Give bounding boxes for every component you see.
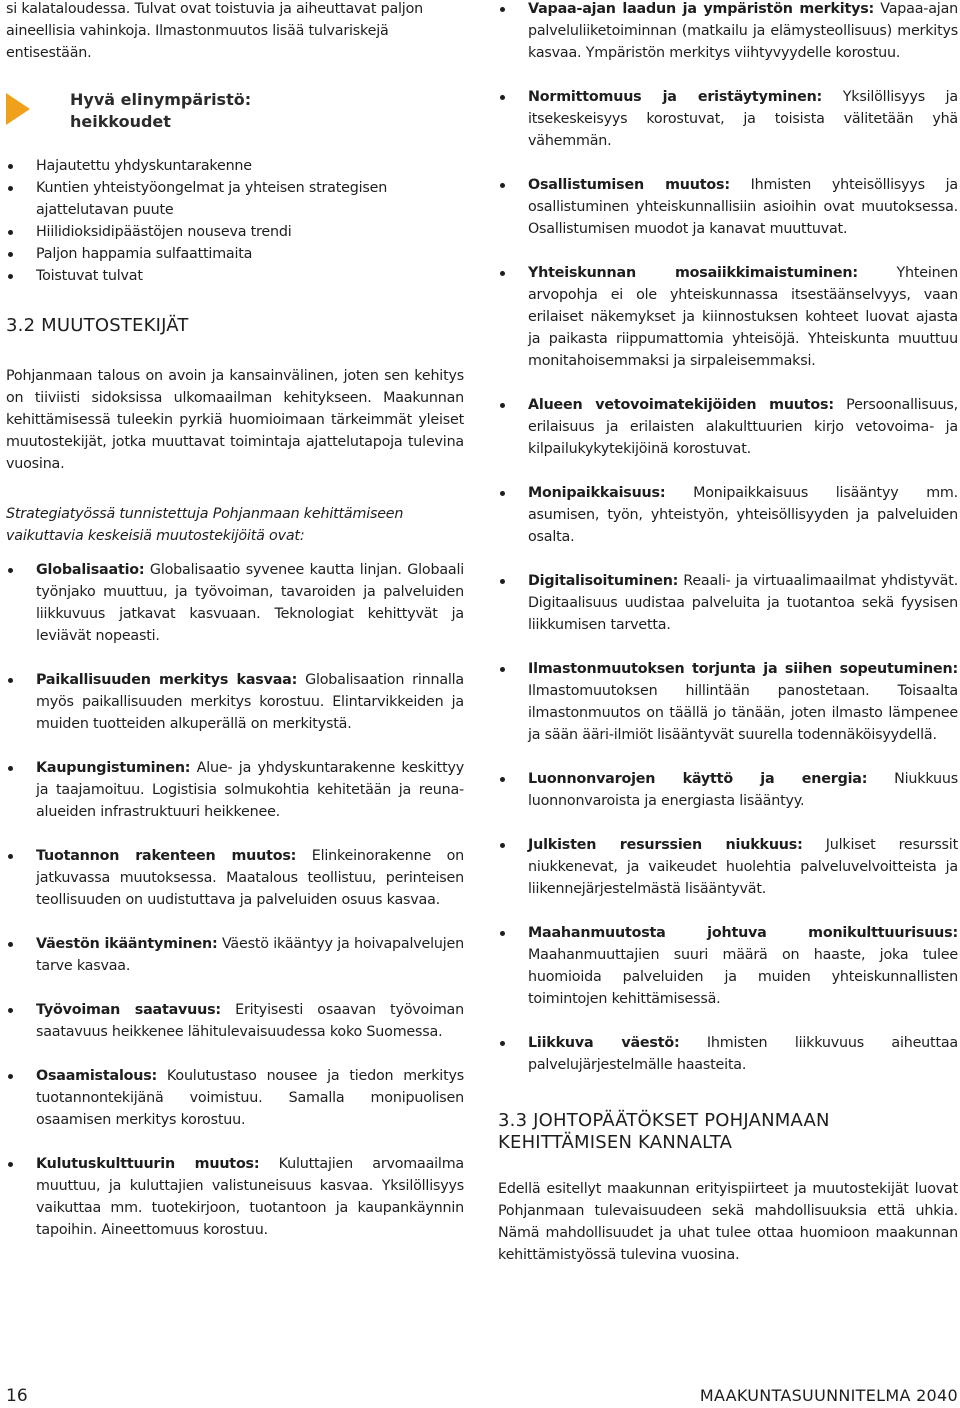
list-item bbox=[498, 834, 958, 900]
list-item bbox=[498, 174, 958, 240]
list-item bbox=[6, 933, 464, 977]
right-factors-list bbox=[498, 0, 958, 1076]
factor-text: Väestö ikääntyy ja hoivapalvelujen tarve kasvaa. bbox=[36, 936, 464, 974]
list-item bbox=[6, 559, 464, 647]
list-item: Toistuvat tulvat bbox=[6, 265, 464, 287]
list-item bbox=[6, 1153, 464, 1241]
list-item bbox=[498, 570, 958, 636]
right-column bbox=[498, 0, 958, 1266]
factor-title: Kulutuskulttuurin muutos: bbox=[36, 1156, 260, 1172]
factor-text: Alue- ja yhdyskuntarakenne keskittyy ja taajamoituu. Logistisia solmukohtia kehitetään ja reuna-alueiden infrastruktuuri heikkenee. bbox=[36, 760, 464, 820]
factor-title: Vapaa-ajan laadun ja ympäristön merkitys: bbox=[528, 1, 875, 17]
factor-title: Alueen vetovoimatekijöiden muutos: bbox=[528, 397, 834, 413]
lead-paragraph: si kalataloudessa. Tulvat ovat toistuvia ja aiheuttavat paljon aineellisia vahinkoja. Ilmastonmuutos lisää tulvariskejä entisestään. bbox=[6, 1, 423, 61]
factor-text: Reaali- ja virtuaalimaailmat yhdistyvät. Digitaalisuus uudistaa palveluita ja tuotantoa sekä fyysisen liikkumisen tarvetta. bbox=[528, 573, 958, 633]
weaknesses-heading bbox=[6, 89, 464, 155]
factor-text: Globalisaatio syvenee kautta linjan. Globaali työnjako muuttuu, ja työvoiman, tavaroiden ja palveluiden liikkuvuus jatkavat kasvuaan. Teknologiat kehittyvät ja leviävät nopeasti. bbox=[36, 562, 464, 644]
triangle-arrow-icon bbox=[6, 93, 30, 125]
list-item bbox=[6, 669, 464, 735]
factor-title: Osallistumisen muutos: bbox=[528, 177, 730, 193]
factor-text: Maahanmuuttajien suuri määrä on haaste, joka tulee huomioida palveluiden ja muiden yhteiskunnallisten toimintojen kehittämisessä. bbox=[528, 947, 958, 1007]
italic-lead-paragraph: Strategiatyössä tunnistettuja Pohjanmaan kehittämiseen vaikuttavia keskeisiä muutostekijöitä ovat: bbox=[6, 506, 404, 544]
list-item: Hiilidioksidipäästöjen nouseva trendi bbox=[6, 221, 464, 243]
list-item bbox=[6, 757, 464, 823]
factor-title: Paikallisuuden merkitys kasvaa: bbox=[36, 672, 298, 688]
list-item bbox=[6, 1065, 464, 1131]
list-item bbox=[498, 768, 958, 812]
factor-text: Vapaa-ajan palveluliiketoiminnan (matkailu ja elämysteollisuus) merkitys kasvaa. Ympäristön merkitys viihtyvyydelle korostuu. bbox=[528, 1, 959, 61]
section-title-3-3: 3.3 JOHTOPÄÄTÖKSET POHJANMAAN KEHITTÄMISEN KANNALTA bbox=[498, 1110, 830, 1153]
factor-title: Osaamistalous: bbox=[36, 1068, 158, 1084]
list-item: Hajautettu yhdyskuntarakenne bbox=[6, 155, 464, 177]
factor-text: Monipaikkaisuus lisääntyy mm. asumisen, työn, yhteistyön, yhteisöllisyyden ja palveluiden osalta. bbox=[528, 485, 958, 545]
factor-title: Väestön ikääntyminen: bbox=[36, 936, 218, 952]
factor-title: Globalisaatio: bbox=[36, 562, 145, 578]
factor-title: Monipaikkaisuus: bbox=[528, 485, 666, 501]
factor-text: Ihmisten yhteisöllisyys ja osallistuminen yhteiskunnallisiin asioihin ovat muutoksessa. Osallistumisen muodot ja kanavat muuttuvat. bbox=[528, 177, 958, 237]
conclusion-paragraph: Edellä esitellyt maakunnan erityispiirteet ja muutostekijät luovat Pohjanmaan tulevaisuudeen sekä mahdollisuuksia että uhkia. Nämä mahdollisuudet ja uhat tulee ottaa huomioon maakunnan kehittämistyössä tulevina vuosina. bbox=[498, 1181, 958, 1263]
weaknesses-title bbox=[70, 89, 310, 133]
factor-text: Yksilöllisyys ja itsekeskeisyys korostuvat, ja toisista välitetään yhä vähemmän. bbox=[528, 89, 958, 149]
factor-text: Kuluttajien arvomaailma muuttuu, ja kuluttajien valistuneisuus kasvaa. Yksilöllisyys vaikuttaa mm. tuotekirjoon, tuotantoon ja kaupankäynnin tapoihin. Aineettomuus korostuu. bbox=[36, 1156, 464, 1238]
weaknesses-list bbox=[6, 155, 464, 287]
list-item bbox=[498, 394, 958, 460]
factor-text: Julkiset resurssit niukkenevat, ja vaikeudet huolehtia palveluvelvoitteista ja liikennejärjestelmästä lisääntyvät. bbox=[528, 837, 958, 897]
factor-text: Yhteinen arvopohja ei ole yhteiskunnassa itsestäänselvyys, vaan erilaiset näkemykset ja kiinnostuksen kohteet luovat ajasta ja paikasta riippumattomia yhteisöjä. Yhteiskunta muuttuu monitahoisemmaksi ja sirpaleisemmaksi. bbox=[528, 265, 958, 369]
weaknesses-title-line2: heikkoudet bbox=[70, 112, 171, 131]
left-factors-list bbox=[6, 559, 464, 1241]
factor-title: Normittomuus ja eristäytyminen: bbox=[528, 89, 823, 105]
list-item: Kuntien yhteistyöongelmat ja yhteisen strategisen ajattelutavan puute bbox=[6, 177, 464, 221]
list-item bbox=[498, 1032, 958, 1076]
factor-title: Julkisten resurssien niukkuus: bbox=[528, 837, 803, 853]
list-item bbox=[6, 999, 464, 1043]
intro-paragraph: Pohjanmaan talous on avoin ja kansainvälinen, joten sen kehitys on tiiviisti sidoksissa ulkomaailman kehitykseen. Maakunnan kehittämisessä tuleekin pyrkiä huomioimaan tärkeimmät yleiset muutostekijät, jotka muuttavat toimintaja ajattelutapoja tulevina vuosina. bbox=[6, 368, 464, 472]
factor-title: Maahanmuutosta johtuva monikulttuurisuus: bbox=[528, 925, 958, 941]
factor-text: Persoonallisuus, erilaisuus ja erilaisten alakulttuurien kirjo vetovoima- ja kilpailukykytekijöinä korostuvat. bbox=[528, 397, 958, 457]
factor-text: Elinkeinorakenne on jatkuvassa muutoksessa. Maatalous teollistuu, perinteisen teollisuuden on uudistuttava ja palveluiden osuus kasvaa. bbox=[36, 848, 464, 908]
list-item bbox=[498, 658, 958, 746]
factor-text: Koulutustaso nousee ja tiedon merkitys tuotannontekijänä voimistuu. Samalla monipuolisen osaamisen merkitys korostuu. bbox=[36, 1068, 464, 1128]
factor-text: Ihmisten liikkuvuus aiheuttaa palvelujärjestelmälle haasteita. bbox=[528, 1035, 958, 1073]
factor-text: Erityisesti osaavan työvoiman saatavuus heikkenee lähitulevaisuudessa koko Suomessa. bbox=[36, 1002, 464, 1040]
factor-title: Liikkuva väestö: bbox=[528, 1035, 680, 1051]
factor-title: Digitalisoituminen: bbox=[528, 573, 679, 589]
factor-title: Yhteiskunnan mosaiikkimaistuminen: bbox=[528, 265, 858, 281]
list-item bbox=[6, 845, 464, 911]
weaknesses-title-line1: Hyvä elinympäristö: bbox=[70, 90, 252, 109]
list-item bbox=[498, 482, 958, 548]
left-column bbox=[6, 0, 464, 1241]
list-item bbox=[498, 262, 958, 372]
section-title-3-2: 3.2 MUUTOSTEKIJÄT bbox=[6, 315, 189, 336]
factor-title: Kaupungistuminen: bbox=[36, 760, 191, 776]
list-item bbox=[498, 0, 958, 64]
factor-title: Tuotannon rakenteen muutos: bbox=[36, 848, 297, 864]
publication-title: MAAKUNTASUUNNITELMA 2040 bbox=[699, 1386, 958, 1405]
factor-text: Niukkuus luonnonvaroista ja energiasta lisääntyy. bbox=[528, 771, 958, 809]
factor-text: Globalisaation rinnalla myös paikallisuuden merkitys korostuu. Elintarvikkeiden ja muiden tuotteiden alkuperällä on merkitystä. bbox=[36, 672, 464, 732]
list-item bbox=[498, 86, 958, 152]
factor-title: Ilmastonmuutoksen torjunta ja siihen sopeutuminen: bbox=[528, 661, 958, 677]
list-item: Paljon happamia sulfaattimaita bbox=[6, 243, 464, 265]
page-number: 16 bbox=[6, 1386, 28, 1406]
factor-title: Luonnonvarojen käyttö ja energia: bbox=[528, 771, 868, 787]
factor-title: Työvoiman saatavuus: bbox=[36, 1002, 221, 1018]
factor-text: Ilmastomuutoksen hillintään panostetaan. Toisaalta ilmastonmuutos on täällä jo tänään, joten ilmasto lämpenee ja sään ääri-ilmiöt lisääntyvät suurella todennäköisyydellä. bbox=[528, 683, 958, 743]
list-item bbox=[498, 922, 958, 1010]
